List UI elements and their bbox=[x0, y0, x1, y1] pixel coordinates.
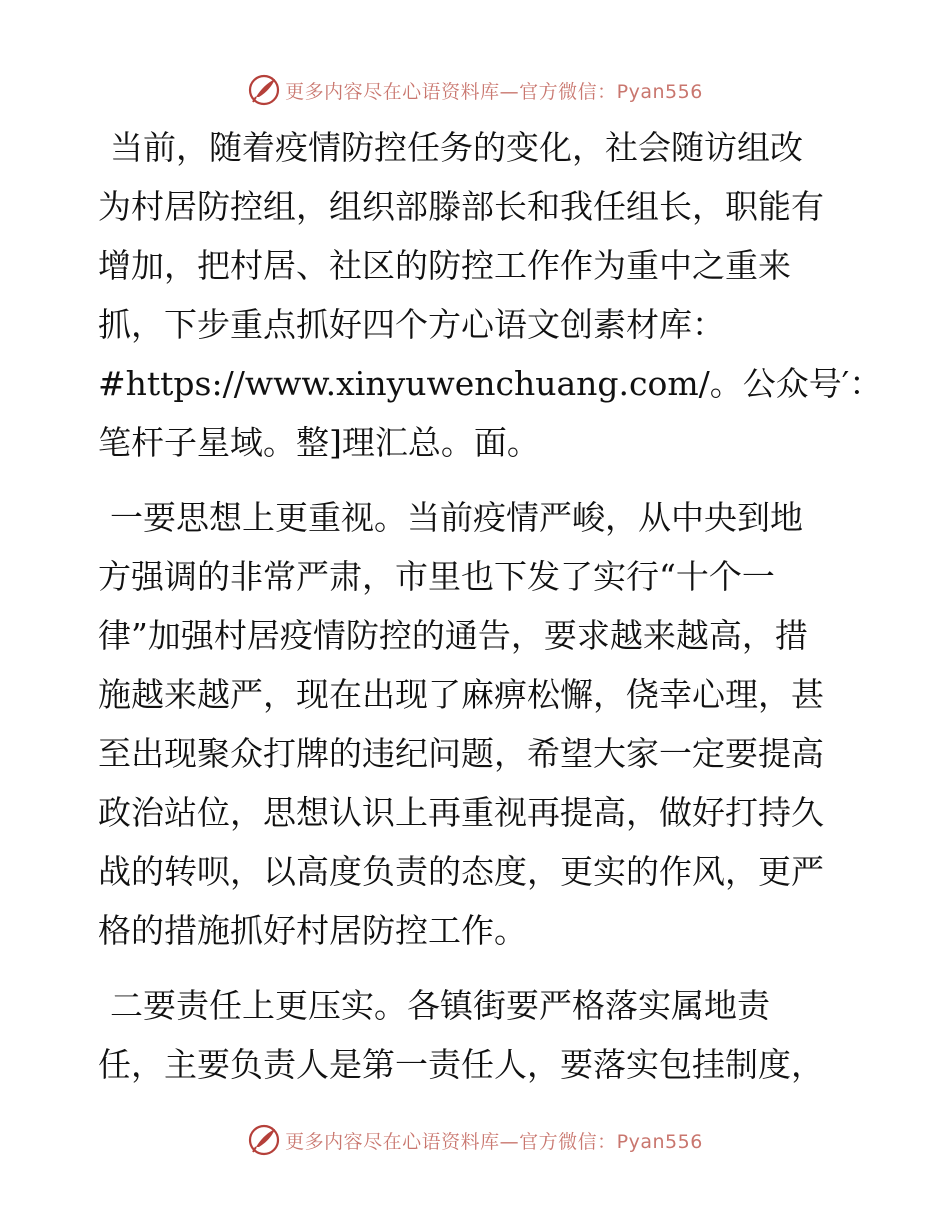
text-line: 笔杆子星域。整]理汇总。面。 bbox=[98, 423, 540, 462]
text-line: 施越来越严，现在出现了麻痹松懈，侥幸心理，甚 bbox=[98, 675, 824, 714]
quill-pen-logo-icon bbox=[247, 73, 281, 107]
footer-banner-text: 更多内容尽在心语资料库—官方微信：Pyan556 bbox=[285, 1130, 703, 1153]
quill-pen-logo-icon bbox=[247, 1123, 281, 1157]
footer-banner bbox=[0, 1120, 950, 1160]
text-line: 至出现聚众打牌的违纪问题，希望大家一定要提高 bbox=[98, 734, 824, 773]
text-line: 二要责任上更压实。各镇街要严格落实属地责 bbox=[110, 986, 770, 1025]
header-banner bbox=[0, 70, 950, 110]
paragraph bbox=[98, 488, 858, 960]
text-line: 格的措施抓好村居防控工作。 bbox=[98, 911, 527, 950]
text-line: 政治站位，思想认识上再重视再提高，做好打持久 bbox=[98, 793, 824, 832]
text-line: 增加，把村居、社区的防控工作作为重中之重来 bbox=[98, 246, 791, 285]
paragraph bbox=[98, 118, 883, 472]
text-line: 任，主要负责人是第一责任人，要落实包挂制度， bbox=[98, 1045, 824, 1084]
text-line: 当前，随着疫情防控任务的变化，社会随访组改 bbox=[110, 128, 803, 167]
text-line: 抓，下步重点抓好四个方心语文创素材库： bbox=[98, 305, 725, 344]
text-line: 方强调的非常严肃，市里也下发了实行“十个一 bbox=[98, 557, 775, 596]
document-body bbox=[98, 118, 883, 1110]
text-line: #https://www.xinyuwenchuang.com/。公众号′： bbox=[98, 364, 883, 403]
text-line: 一要思想上更重视。当前疫情严峻，从中央到地 bbox=[110, 498, 803, 537]
text-line: 战的转呗，以高度负责的态度，更实的作风，更严 bbox=[98, 852, 824, 891]
text-line: 为村居防控组，组织部滕部长和我任组长，职能有 bbox=[98, 187, 824, 226]
header-banner-text: 更多内容尽在心语资料库—官方微信：Pyan556 bbox=[285, 80, 703, 103]
text-line: 律”加强村居疫情防控的通告，要求越来越高，措 bbox=[98, 616, 808, 655]
paragraph bbox=[98, 976, 858, 1094]
